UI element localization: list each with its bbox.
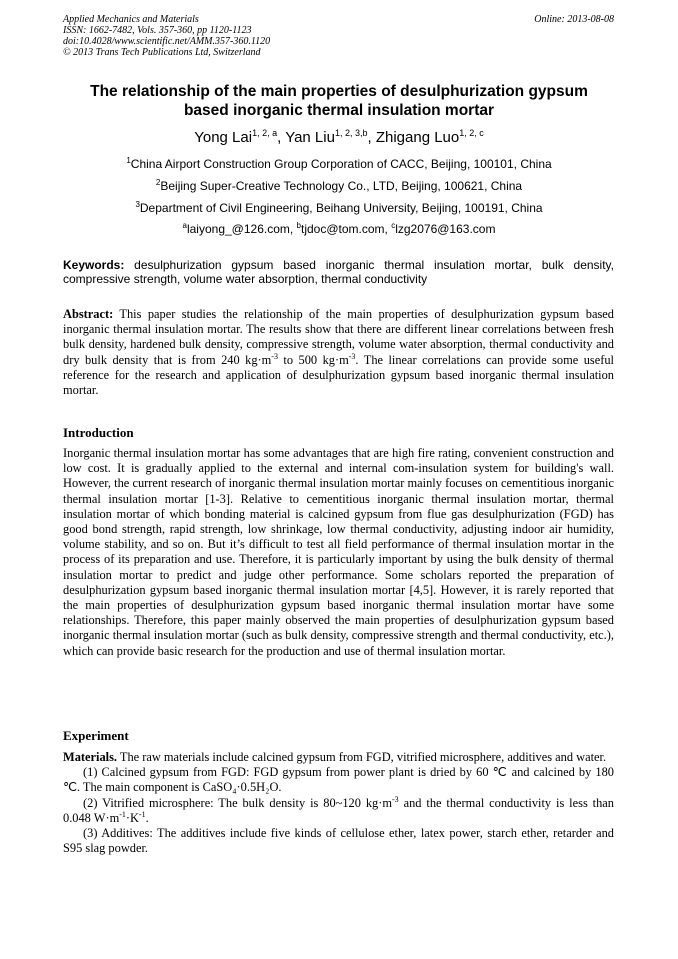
email-text: lzg2076@163.com (395, 222, 496, 236)
materials-text: The raw materials include calcined gypsum from FGD, vitrified microsphere, additives and water. (117, 750, 607, 764)
affiliation-marker: 2 (155, 178, 161, 187)
email-marker: b (296, 221, 301, 230)
item-text: (2) Vitrified microsphere: The bulk density is 80~120 kg·m (83, 795, 393, 810)
copyright-line: © 2013 Trans Tech Publications Ltd, Switzerland (63, 47, 261, 58)
abstract (63, 307, 614, 398)
item-text: and the thermal conductivity is less than 0.048 W·m (63, 795, 614, 825)
superscript: -3 (392, 794, 399, 804)
author-affiliation-marker: 1, 2, c (459, 128, 484, 138)
keywords-text: desulphurization gypsum based inorganic thermal insulation mortar, bulk density, compressive strength, volume water absorption, thermal conductivity (63, 258, 614, 286)
affiliation-text: Beijing Super-Creative Technology Co., LTD, Beijing, 100621, China (160, 179, 523, 193)
abstract-text: This paper studies the relationship of the main properties of desulphurization gypsum based inorganic thermal insulation mortar. The results show that there are different linear correlations between fresh bulk density, hardened bulk density, compressive strength, volume water absorption, thermal conductivity and dry bulk density that is from 240 kg·m (63, 307, 614, 367)
affiliation-marker: 3 (135, 200, 140, 209)
materials-item-3: (3) Additives: The additives include five kinds of cellulose ether, latex power, starch ether, retarder and S95 slag powder. (63, 826, 614, 856)
introduction-text: Inorganic thermal insulation mortar has some advantages that are high fire rating, convenient construction and low cost. It is gradually applied to the external and internal com-insulation system for building's wall. However, the current research of inorganic thermal insulation mortar mainly focuses on cementitious inorganic thermal insulation mortar [1-3]. Relative to cementitious inorganic thermal insulation mortar, thermal insulation mortar of which bonding material is calcined gypsum from flue gas desulphurization (FGD) has good bond strength, rapid strength, low shrinkage, low thermal conductivity, adjusting indoor air humidity, volume stability, and so on. But it’s difficult to test all field performance of thermal insulation mortar in the process of its preparation and use. Therefore, it is particularly important by using the bulk density of thermal insulation mortar to predict and judge other performance. Some scholars reported the preparation of desulphurization gypsum based inorganic thermal insulation mortar [4,5]. However, it is rarely reported that the main properties of desulphurization gypsum based inorganic thermal insulation mortar have some relationships. Therefore, this paper mainly observed the main properties of desulphurization gypsum based inorganic thermal insulation mortar (such as bulk density, compressive strength and thermal conductivity, etc.), which can provide basic research for the production and use of thermal insulation mortar. (63, 446, 614, 658)
experiment-body (63, 750, 614, 856)
materials-paragraph (63, 750, 614, 765)
email-list (40, 222, 638, 236)
author-name: Yan Liu (285, 129, 335, 146)
materials-label: Materials. (63, 750, 118, 764)
affiliation-text: China Airport Construction Group Corporation of CACC, Beijing, 100101, China (130, 157, 552, 171)
affiliation (40, 179, 638, 193)
superscript: -1 (138, 809, 146, 819)
abstract-text: . The linear correlations can provide some useful reference for the research and application of desulphurization gypsum based inorganic thermal insulation mortar. (63, 352, 614, 398)
author-name: Zhigang Luo (375, 129, 460, 146)
affiliation (40, 201, 638, 215)
author-list: Yong Lai$^{1, 2, a}$, Yan Liu$^{1, 2, 3,b}$, Zhigang Luo$^{1, 2, c}$ (194, 128, 484, 146)
affiliation (40, 157, 638, 171)
author-affiliation-marker: 1, 2, 3,b (334, 128, 368, 138)
author-name: Yong Lai (194, 129, 253, 146)
email-text: tjdoc@tom.com, (301, 222, 392, 236)
superscript: -3 (271, 351, 278, 361)
author-affiliation-marker: 1, 2, a (252, 128, 278, 138)
superscript: -3 (348, 351, 356, 361)
title-line-1: The relationship of the main properties of desulphurization gypsum (90, 83, 588, 100)
item-text: . (145, 810, 149, 825)
introduction-heading: Introduction (63, 425, 134, 440)
affiliation-text: Department of Civil Engineering, Beihang University, Beijing, 100191, China (139, 201, 543, 215)
materials-item-1: (1) Calcined gypsum from FGD: FGD gypsum from power plant is dried by 60 ℃ and calcined by 180 ℃. The main component is CaSO₄·0.5H₂O. (63, 765, 614, 795)
keywords-label: Keywords: (63, 258, 125, 272)
affiliation-marker: 1 (126, 156, 131, 165)
abstract-text: to 500 kg·m (277, 352, 349, 367)
online-date: Online: 2013-08-08 (534, 14, 614, 25)
keywords (63, 258, 614, 286)
doi-line: doi:10.4028/www.scientific.net/AMM.357-360.1120 (63, 36, 271, 47)
email-marker: c (391, 221, 396, 230)
materials-item-2 (63, 796, 614, 826)
title-line-2: based inorganic thermal insulation mortar (183, 102, 495, 119)
journal-header (63, 14, 270, 58)
email-text: laiyong_@126.com, (186, 222, 297, 236)
experiment-heading: Experiment (63, 728, 129, 743)
abstract-label: Abstract: (63, 307, 114, 321)
email-marker: a (182, 221, 187, 230)
item-text: ·K (125, 810, 139, 825)
journal-name: Applied Mechanics and Materials (63, 14, 199, 25)
paper-title (40, 82, 638, 120)
issn-line: ISSN: 1662-7482, Vols. 357-360, pp 1120-1123 (63, 25, 252, 36)
superscript: -1 (119, 809, 126, 819)
